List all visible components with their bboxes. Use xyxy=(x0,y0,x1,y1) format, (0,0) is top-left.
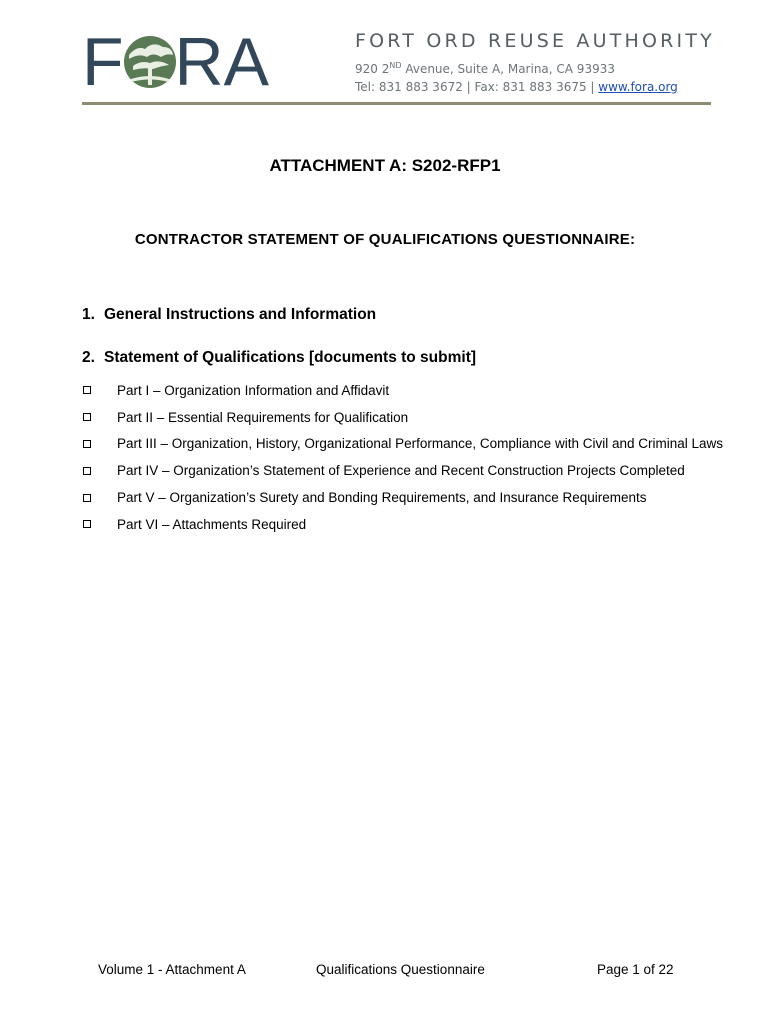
section-label: Statement of Qualifications [documents to submit] xyxy=(104,349,477,366)
checkbox-icon xyxy=(83,494,91,502)
list-item xyxy=(82,511,732,538)
address-suffix: Avenue, Suite A, Marina, CA 93933 xyxy=(401,62,615,76)
checkbox-icon xyxy=(83,440,91,448)
document-title: ATTACHMENT A: S202-RFP1 xyxy=(269,156,501,175)
footer-volume: Volume 1 - Attachment A xyxy=(98,962,246,977)
footer-page-number: Page 1 of 22 xyxy=(597,962,674,977)
fora-logo xyxy=(82,24,270,100)
list-item xyxy=(82,484,732,511)
list-item-label: Part I – Organization Information and Affidavit xyxy=(117,382,390,398)
section-number: 1. xyxy=(82,306,95,323)
list-item-label: Part III – Organization, History, Organizational Performance, Compliance with Civil and Criminal Laws xyxy=(117,436,723,452)
checkbox-icon xyxy=(83,520,91,528)
letterhead xyxy=(0,0,770,110)
organization-address xyxy=(355,61,685,76)
organization-contact xyxy=(355,80,685,94)
section-number: 2. xyxy=(82,349,95,366)
checkbox-icon xyxy=(83,413,91,421)
letterhead-divider xyxy=(82,102,711,105)
list-item xyxy=(82,457,732,484)
list-item-label: Part II – Essential Requirements for Qualification xyxy=(117,409,409,425)
footer-document-name: Qualifications Questionnaire xyxy=(316,962,485,977)
cypress-tree-globe-icon xyxy=(123,33,177,91)
section-label: General Instructions and Information xyxy=(104,306,377,323)
section-heading-statement-of-qualifications xyxy=(82,349,476,367)
list-item-label: Part VI – Attachments Required xyxy=(117,516,307,532)
checkbox-icon xyxy=(83,386,91,394)
logo-letters-ra: RA xyxy=(174,24,270,100)
organization-name: FORT ORD REUSE AUTHORITY xyxy=(355,30,715,52)
list-item xyxy=(82,377,732,404)
list-item xyxy=(82,404,732,431)
list-item-label: Part V – Organization’s Surety and Bonding Requirements, and Insurance Requirements xyxy=(117,490,647,506)
checkbox-icon xyxy=(83,467,91,475)
address-prefix: 920 2 xyxy=(355,62,390,76)
address-superscript: ND xyxy=(389,61,402,70)
contact-numbers: Tel: 831 883 3672 | Fax: 831 883 3675 | xyxy=(355,80,599,94)
organization-info xyxy=(355,30,715,94)
documents-to-submit-list xyxy=(82,377,732,538)
list-item-label: Part IV – Organization’s Statement of Experience and Recent Construction Projects Completed xyxy=(117,463,685,479)
page-footer xyxy=(0,962,770,982)
website-link[interactable]: www.fora.org xyxy=(598,80,678,94)
document-subtitle: CONTRACTOR STATEMENT OF QUALIFICATIONS QUESTIONNAIRE: xyxy=(134,231,636,248)
list-item xyxy=(82,431,732,458)
section-heading-general-instructions xyxy=(82,306,376,324)
logo-letter-f: F xyxy=(82,24,124,100)
